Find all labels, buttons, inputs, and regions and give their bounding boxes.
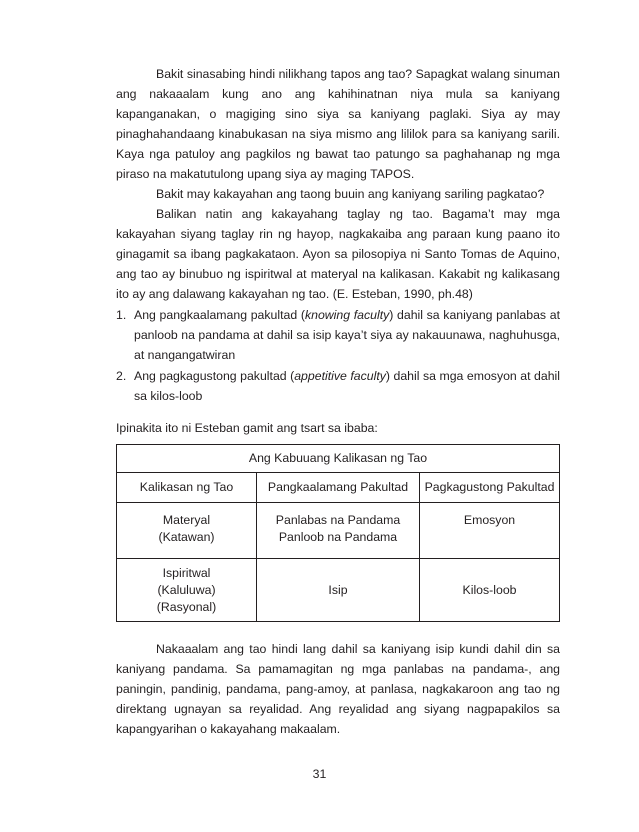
page-number: 31 (312, 767, 327, 781)
chart-title: Ang Kabuuang Kalikasan ng Tao (117, 445, 560, 473)
list-item (116, 366, 560, 406)
paragraph-3: Balikan natin ang kakayahang taglay ng tao. Bagama’t may mga kakayahan siyang taglay rin ng hayop, nagkakaiba ang paraan kung paano ito ginagamit sa ibang pagkakataon. Ayon sa pilosopiya ni Santo Tomas de Aquino, ang tao ay binubuo ng ispiritwal at materyal na kalikasan. Kakabit ng kalikasang ito ay ang dalawang kakayahan ng tao. (E. Esteban, 1990, ph.48) (116, 207, 560, 301)
page-content (116, 64, 560, 739)
table-cell: Panlabas na Pandama Panloob na Pandama (257, 503, 420, 559)
list-item (116, 305, 560, 365)
paragraph-2: Bakit may kakayahan ang taong buuin ang kaniyang sariling pagkatao? (156, 187, 545, 201)
closing-paragraph: Nakaaalam ang tao hindi lang dahil sa kaniyang isip kundi dahil din sa kaniyang pandama. Sa pamamagitan ng mga panlabas na pandama-, ang paningin, pandinig, pandama, pang-amoy, at panlasa, nagkakaroon ang tao ng direktang ugnayan sa reyalidad. Ang reyalidad ang siyang nagpapakilos sa kapangyarihan o kakayahang makaalam. (116, 642, 560, 736)
table-cell: Emosyon (420, 503, 560, 559)
table-cell: Isip (257, 559, 420, 622)
emphasis-term: knowing faculty (304, 308, 390, 322)
table-cell: Kilos-loob (420, 559, 560, 622)
table-row (117, 503, 560, 559)
faculty-list (116, 305, 560, 406)
emphasis-term: appetitive faculty (294, 369, 386, 383)
list-text: Ang pangkaalamang pakultad (knowing faculty) dahil sa kaniyang panlabas at panloob na pandama at dahil sa isip kaya’t siya ay nakauunawa, naghuhusga, at nangangatwiran (134, 308, 560, 362)
table-cell: Ispiritwal (Kaluluwa) (Rasyonal) (117, 559, 257, 622)
table-header: Kalikasan ng Tao (117, 473, 257, 503)
table-header: Pagkagustong Pakultad (420, 473, 560, 503)
list-number: 2. (116, 369, 127, 383)
table-header: Pangkaalamang Pakultad (257, 473, 420, 503)
list-number: 1. (116, 308, 127, 322)
nature-chart-table (116, 444, 560, 622)
paragraph-1: Bakit sinasabing hindi nilikhang tapos ang tao? Sapagkat walang sinuman ang nakaaalam kung ano ang kahihinatnan niya mula sa kaniyang kapanganakan, o magiging sino siya sa kaniyang paglaki. Siya ay may pinaghahandaang kinabukasan na siya mismo ang lililok para sa kaniyang sarili. Kaya nga patuloy ang pagkilos ng bawat tao patungo sa paghahanap ng mga piraso na makatutulong upang siya ay maging TAPOS. (116, 67, 560, 181)
table-row (117, 559, 560, 622)
chart-intro: Ipinakita ito ni Esteban gamit ang tsart sa ibaba: (116, 421, 378, 435)
list-text: Ang pagkagustong pakultad (appetitive faculty) dahil sa mga emosyon at dahil sa kilos-loob (134, 369, 560, 403)
table-cell: Materyal (Katawan) (117, 503, 257, 559)
